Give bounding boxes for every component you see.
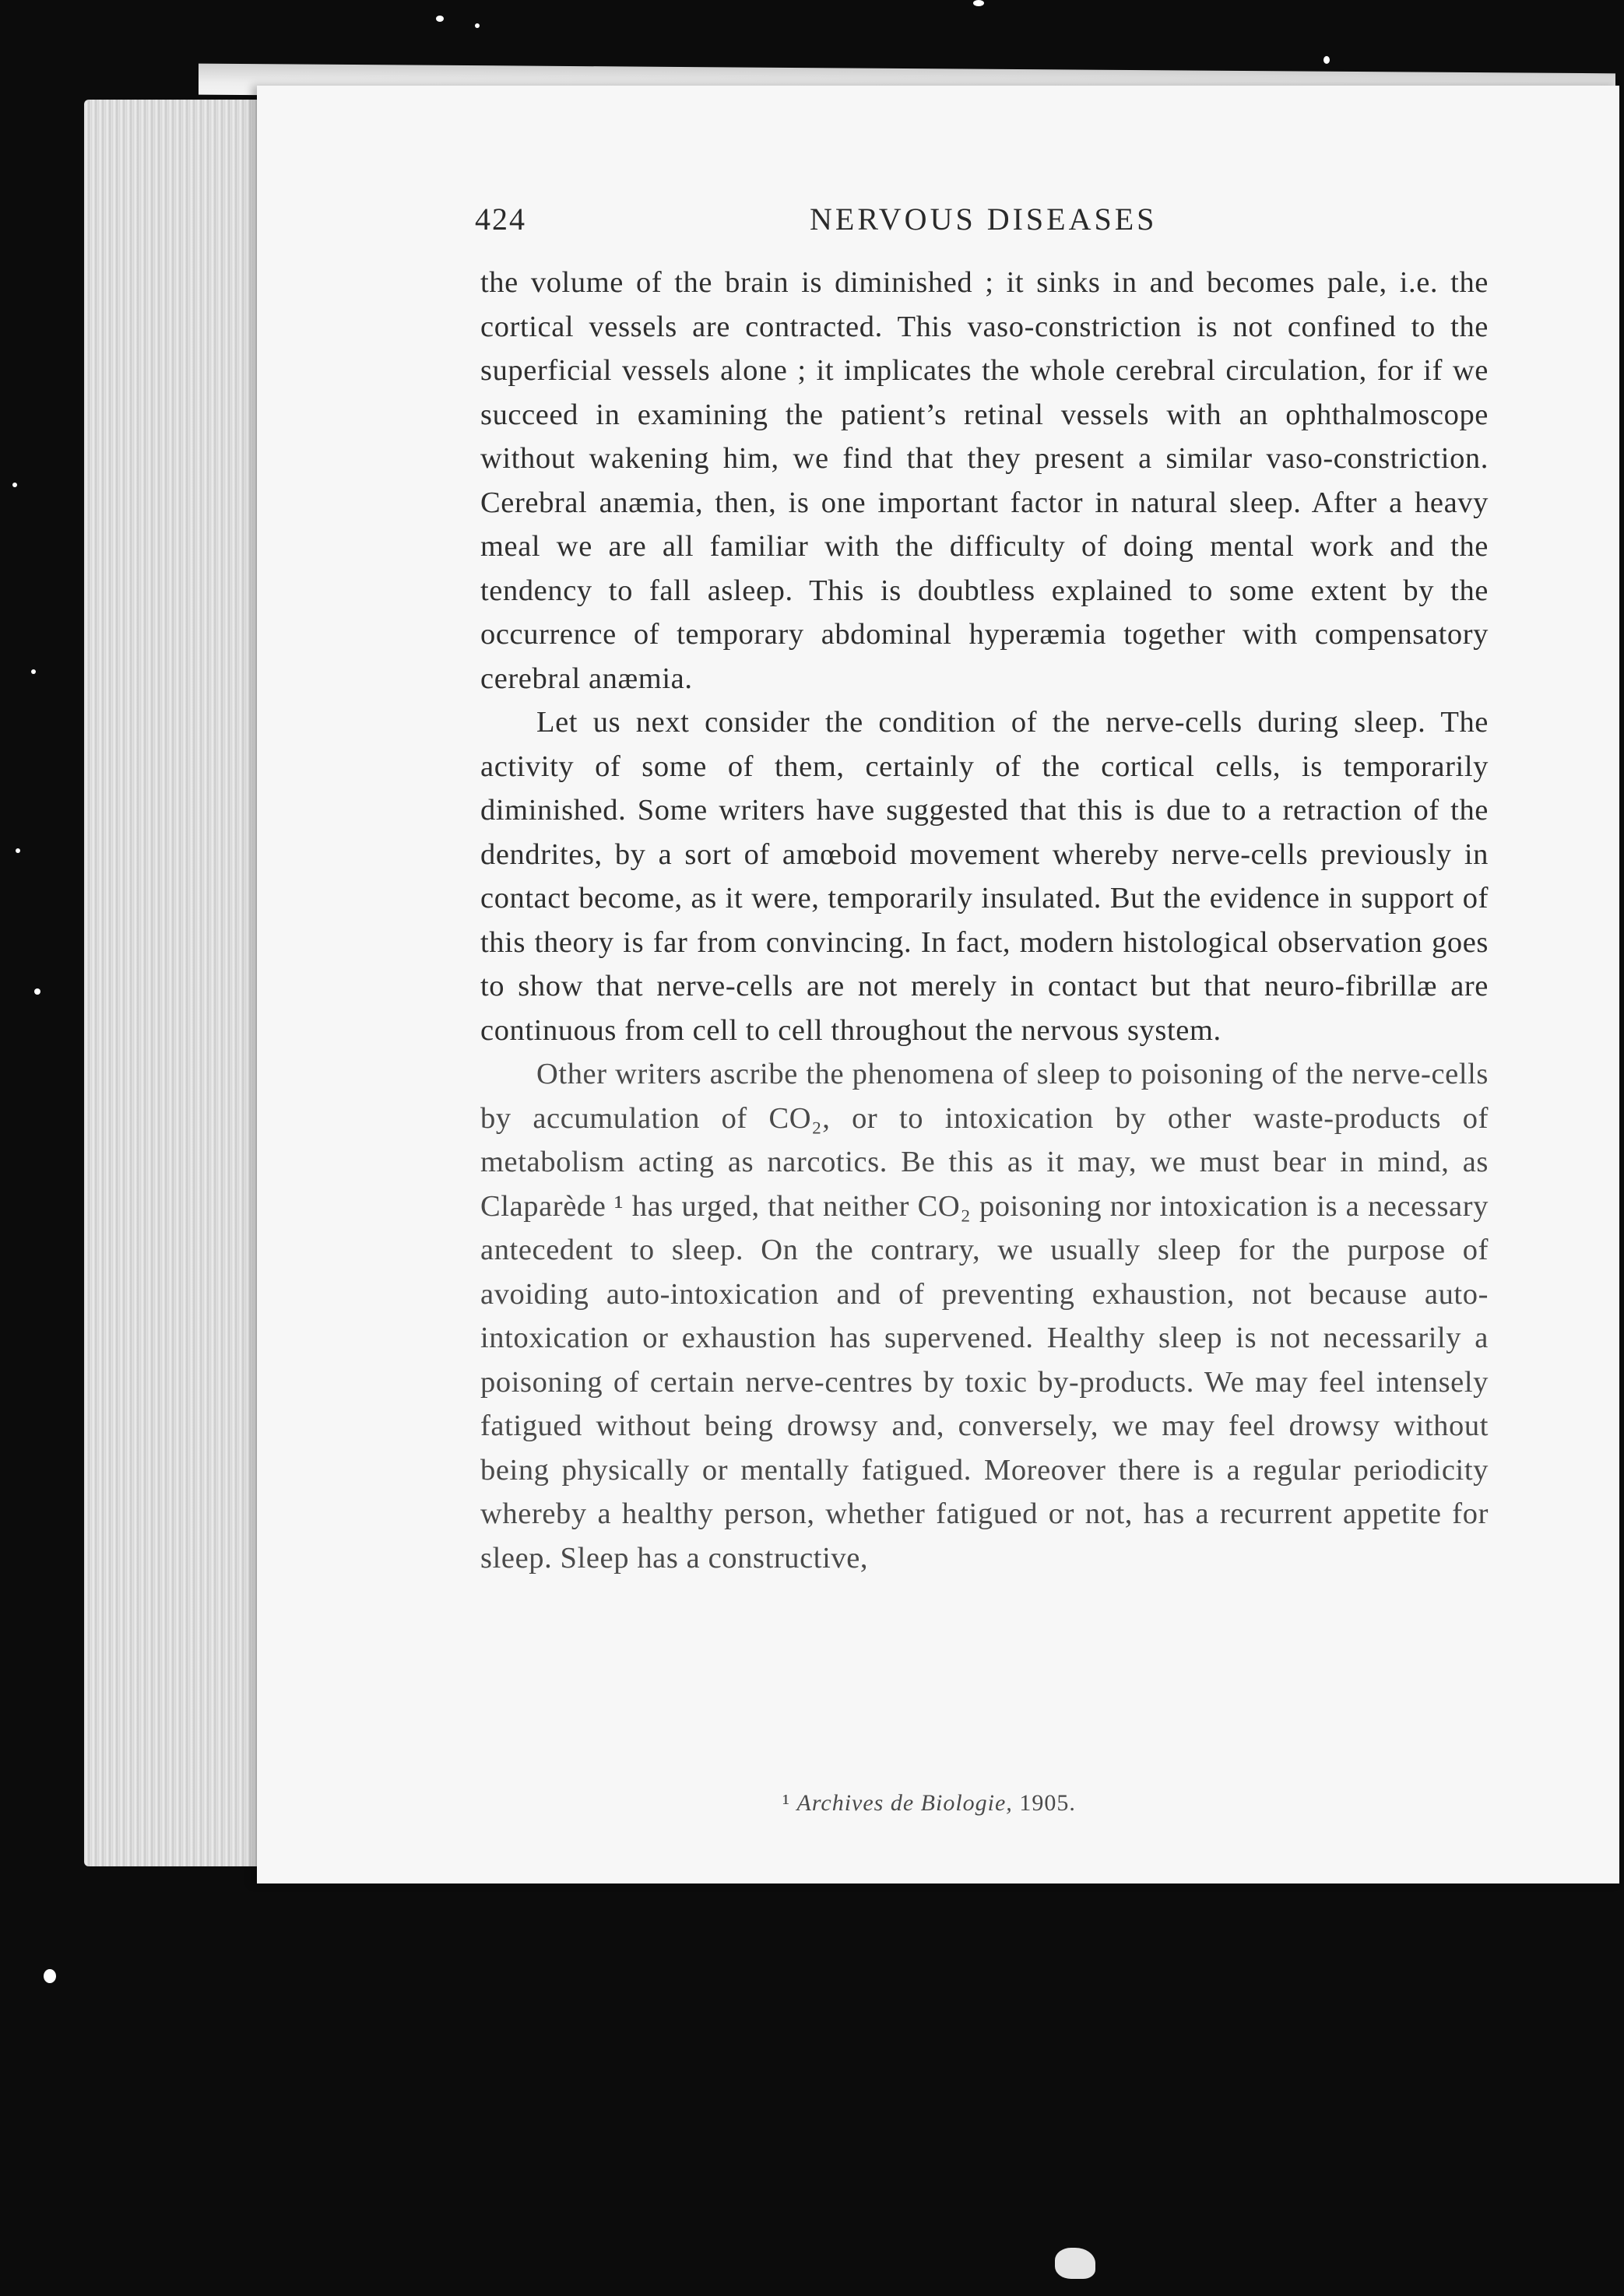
scan-speck bbox=[16, 848, 20, 853]
scan-blob bbox=[1055, 2248, 1095, 2279]
scan-speck bbox=[973, 0, 984, 6]
page-number: 424 bbox=[475, 202, 526, 237]
scan-speck bbox=[34, 988, 40, 995]
footnote-marker: ¹ bbox=[782, 1790, 790, 1816]
scan-speck bbox=[12, 483, 17, 487]
body-text bbox=[480, 261, 1489, 1580]
running-title: NERVOUS DISEASES bbox=[810, 202, 1158, 237]
scan-speck bbox=[44, 1969, 56, 1983]
footnote-source: Archives de Biologie, bbox=[796, 1790, 1013, 1816]
scan-speck bbox=[475, 23, 480, 28]
footnote-year: 1905. bbox=[1019, 1790, 1076, 1816]
footnote bbox=[782, 1790, 1076, 1817]
page-header bbox=[475, 201, 1487, 248]
scan-speck bbox=[1323, 56, 1330, 64]
page-edges bbox=[84, 100, 286, 1866]
scan-speck bbox=[31, 669, 36, 674]
paragraph-3: Other writers ascribe the phenomena of sleep to poisoning of the nerve-cells by accumulation of CO₂, or to intoxication by other waste-products of metabolism acting as narcotics. Be this as it may, we must bear in mind, as Claparède ¹ has urged, that neither CO₂ poisoning nor intoxication is a necessary antecedent to sleep. On the contrary, we usually sleep for the purpose of avoiding auto-intoxication and of preventing exhaustion, not because auto-intoxication or exhaustion has supervened. Healthy sleep is not necessarily a poisoning of certain nerve-centres by toxic by-products. We may feel intensely fatigued without being drowsy and, conversely, we may feel drowsy without being physically or mentally fatigued. Moreover there is a regular periodicity whereby a healthy person, whether fatigued or not, has a recurrent appetite for sleep. Sleep has a constructive, bbox=[480, 1058, 1489, 1575]
paragraph-2: Let us next consider the condition of the nerve-cells during sleep. The activity of some of them, certainly of the cortical cells, is temporarily diminished. Some writers have suggested that this is due to a retraction of the dendrites, by a sort of amœboid movement whereby nerve-cells previously in contact become, as it were, temporarily insulated. But the evidence in support of this theory is far from convincing. In fact, modern histological observation goes to show that nerve-cells are not merely in contact but that neuro-fibrillæ are continuous from cell to cell throughout the nervous system. bbox=[480, 706, 1489, 1047]
paragraph-1: the volume of the brain is diminished ; it sinks in and becomes pale, i.e. the cortical vessels are contracted. This vaso-constriction is not confined to the superficial vessels alone ; it implicates the whole cerebral circulation, for if we succeed in examining the patient’s retinal vessels with an ophthalmoscope without wakening him, we find that they present a similar vaso-constriction. Cerebral anæmia, then, is one important factor in natural sleep. After a heavy meal we are all familiar with the difficulty of doing mental work and the tendency to fall asleep. This is doubtless explained to some extent by the occurrence of temporary abdominal hyperæmia together with compensatory cerebral anæmia. bbox=[480, 266, 1489, 695]
scan-speck bbox=[436, 16, 444, 22]
